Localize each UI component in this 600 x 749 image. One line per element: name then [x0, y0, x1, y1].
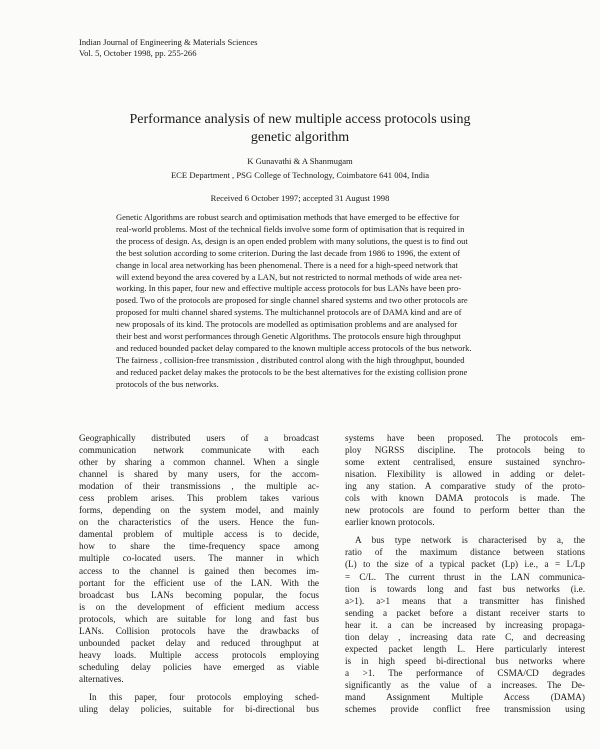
body-line: is on the development of efficient medium access — [79, 601, 319, 612]
body-line: channel is shared by many users, for the accom- — [79, 469, 319, 480]
journal-issue: Vol. 5, October 1998, pp. 255-266 — [79, 48, 197, 58]
body-line: mand Assignment Multiple Access (DAMA) — [345, 691, 585, 702]
body-line: sending a packet before a distant receiver starts to — [345, 607, 585, 618]
body-line: a>1). a>1 means that a transmitter has finished — [345, 595, 585, 606]
body-line: alternatives. — [79, 673, 124, 684]
body-line: access to the channel is gained then becomes im- — [79, 565, 319, 576]
body-line: heavy loads. Multiple access protocols employing — [79, 649, 319, 660]
abstract-line: their best and worst performances through Genetic Algorithms. The protocols ensure high throughput — [116, 331, 461, 342]
body-column-right — [345, 432, 585, 715]
affiliation: ECE Department , PSG College of Technology, Coimbatore 641 004, India — [170, 170, 430, 180]
body-line: systems have been proposed. The protocols em- — [345, 433, 585, 443]
body-line: a >1. The performance of CSMA/CD degrades — [345, 667, 585, 678]
journal-name: Indian Journal of Engineering & Materials Sciences — [79, 37, 258, 47]
body-line: cess problem arises. This problem takes various — [79, 493, 319, 504]
received-dates: Received 6 October 1997; accepted 31 August 1998 — [210, 193, 390, 203]
body-line: hear it. a can be increased by increasing propaga- — [345, 619, 585, 630]
abstract-line: the best solution according to some criterion. During the last decade from 1986 to 1996, the extent of — [116, 247, 460, 258]
abstract-line: the process of design. As, design is an open ended problem with many solutions, the quest is to find out — [116, 235, 468, 246]
body-line: ploy NGRSS discipline. The protocols being to — [345, 445, 585, 456]
body-line: damental problem of multiple access is to decide, — [79, 529, 319, 540]
body-line: new protocols are found to perform better than the — [345, 505, 585, 516]
abstract-line: new proposals of its kind. The protocols are modelled as optimisation problems and are analysed for — [116, 319, 458, 330]
abstract-line: and reduced bounded packet delay compared to the known multiple access protocols of the bus network. — [116, 342, 472, 353]
body-line: uling delay policies, suitable for bi-directional bus — [79, 704, 319, 715]
body-line: is in high speed bi-directional bus networks where — [345, 655, 585, 666]
title-line-2: genetic algorithm — [250, 130, 350, 145]
abstract-line: The fairness , collision-free transmission , distributed control along with the high throughput, bounded — [116, 354, 465, 365]
body-line: In this paper, four protocols employing sched- — [89, 691, 319, 702]
abstract-line: change in local area networking has been phenomenal. There is a need for a high-speed network that — [116, 259, 458, 270]
abstract-line: will extend beyond the area covered by a LAN, but not restricted to normal methods of wide area net- — [116, 271, 463, 282]
body-line: ratio of the maximum distance between stations — [345, 547, 585, 558]
body-line: nisation. Flexibility is allowed in adding or delet- — [345, 469, 585, 480]
body-line: forms, depending on the system model, and mainly — [79, 505, 319, 516]
abstract-line: Genetic Algorithms are robust search and optimisation methods that have emerged to be effective for — [116, 212, 460, 222]
body-line: communication network communicate with each — [79, 445, 319, 456]
title-line-1: Performance analysis of new multiple access protocols using — [129, 112, 471, 127]
body-line: portant for the efficient use of the LAN. With the — [79, 577, 319, 588]
abstract-line: posed. Two of the protocols are proposed for single channel shared systems and two other protocols are — [116, 295, 468, 306]
body-line: some extent centralised, ensure sustained synchro- — [345, 457, 585, 468]
body-line: cols with known DAMA protocols is made. The — [345, 493, 585, 504]
body-line: Geographically distributed users of a broadcast — [79, 433, 319, 443]
body-line: ing any station. A comparative study of the proto- — [345, 481, 585, 492]
abstract-line: real-world problems. Most of the technical fields involve some form of optimisation that is required in — [116, 223, 465, 234]
body-line: A bus type network is characterised by a, the — [355, 535, 585, 546]
body-line: significantly as the value of a increases. The De- — [345, 679, 585, 690]
authors: K Gunavathi & A Shanmugam — [247, 156, 353, 166]
abstract-line: working. In this paper, four new and effective multiple access protocols for bus LANs have been pro- — [116, 283, 462, 294]
body-line: LANs. Collision protocols have the drawbacks of — [79, 625, 319, 636]
body-line: (L) to the size of a typical packet (Lp) i.e., a = L/Lp — [345, 559, 585, 570]
abstract-line: and reduced packet delay makes the protocols to be the best alternatives for the existing collision prone — [116, 366, 468, 377]
body-line: schemes provide conflict free transmission using — [345, 704, 585, 715]
paper-title — [60, 111, 540, 147]
abstract — [116, 212, 520, 391]
abstract-line: protocols of the bus networks. — [116, 378, 219, 389]
abstract-line: proposed for multi channel shared systems. The multichannel protocols are of DAMA kind and are of — [116, 307, 462, 318]
body-line: multiple co-located users. The manner in which — [79, 553, 319, 564]
body-line: tion is towards long and fast bus networks (i.e. — [345, 583, 585, 594]
body-line: scheduling delay policies have emerged as viable — [79, 661, 319, 672]
body-line: = C/L. The current thrust in the LAN communica- — [345, 571, 585, 582]
body-line: broadcast bus LANs becoming popular, the focus — [79, 589, 319, 600]
body-line: earlier known protocols. — [345, 517, 435, 528]
body-line: expected packet length L. Here particularly interest — [345, 643, 585, 654]
body-line: how to share the time-frequency space among — [79, 541, 319, 552]
body-column-left — [79, 432, 319, 715]
body-line: protocols, which are suitable for long and fast bus — [79, 613, 319, 624]
journal-header — [79, 37, 258, 59]
body-line: tion delay , increasing data rate C, and decreasing — [345, 631, 585, 642]
body-line: on the characteristics of the users. Hence the fun- — [79, 517, 319, 528]
body-line: unbounded packet delay and reduced throughput at — [79, 637, 319, 648]
body-line: modation of their transmissions , the multiple ac- — [79, 481, 319, 492]
body-line: other by sharing a common channel. When a single — [79, 457, 319, 468]
